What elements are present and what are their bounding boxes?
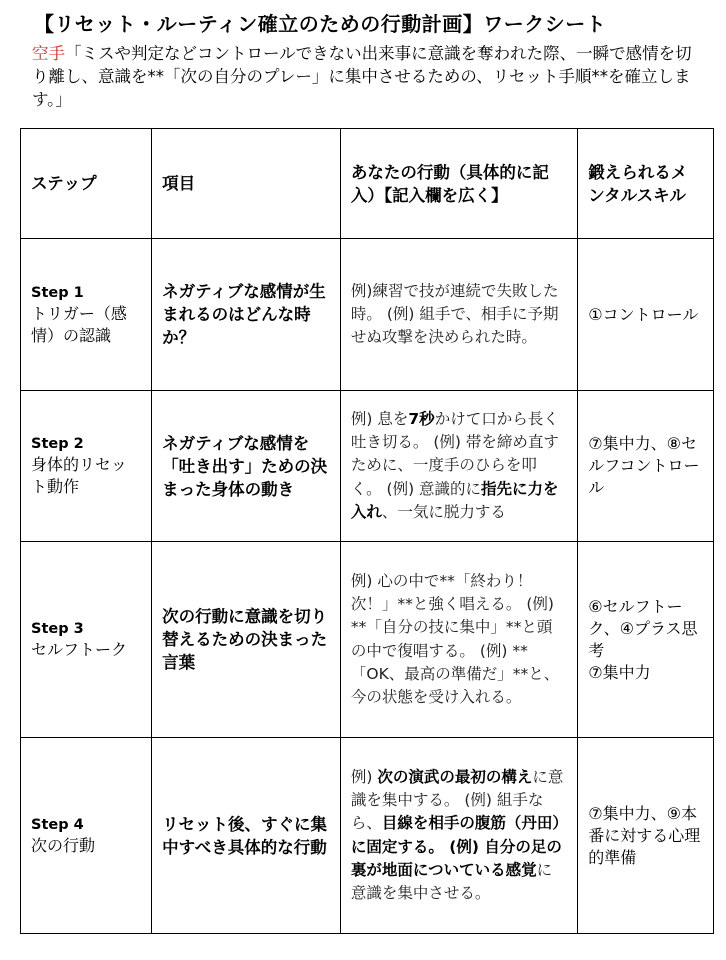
item-cell: 次の行動に意識を切り替えるための決まった言葉	[152, 542, 341, 738]
step-cell	[21, 738, 152, 934]
action-text: 例)	[350, 767, 378, 786]
skill-cell: ⑦集中力、⑧セルフコントロール	[578, 391, 714, 542]
item-cell: リセット後、すぐに集中すべき具体的な行動	[152, 738, 341, 934]
action-cell[interactable]	[340, 239, 577, 391]
skill-cell: ①コントロール	[578, 239, 714, 391]
action-cell[interactable]	[340, 542, 577, 738]
intro-text: 「ミスや判定などコントロールできない出来事に意識を奪われた際、一瞬で感情を切り離し、意識を**「次の自分のプレー」に集中させるための、リセット手順**を確立します。」	[32, 44, 692, 109]
header-item: 項目	[152, 129, 341, 239]
step-number: Step 2	[31, 436, 84, 452]
action-text: に意識を集中させる。	[350, 860, 553, 903]
step-number: Step 4	[31, 816, 84, 833]
step-name: 次の行動	[31, 835, 96, 855]
step-name: 身体的リセット動作	[31, 455, 127, 496]
item-cell: ネガティブな感情を「吐き出す」ための決まった身体の動き	[152, 391, 341, 542]
intro-paragraph	[32, 42, 702, 111]
action-emphasis: 次の演武の最初の構え	[377, 767, 533, 786]
step-number: Step 3	[31, 620, 84, 637]
action-text: かけて口から長く吐き切る。 (例) 帯を締め直すために、一度手のひらを叩く。 (例) 意識的に	[350, 409, 559, 498]
step-cell	[21, 542, 152, 738]
header-action: あなたの行動（具体的に記入）【記入欄を広く】	[340, 129, 577, 239]
action-text: 、一気に脱力する	[381, 502, 506, 521]
action-cell[interactable]	[340, 391, 577, 542]
action-text: 例) 息を	[350, 409, 409, 428]
worksheet-title: 【リセット・ルーティン確立のための行動計画】ワークシート	[34, 12, 607, 36]
table-row	[21, 738, 714, 934]
header-step: ステップ	[21, 129, 152, 239]
step-name: セルフトーク	[31, 639, 128, 659]
step-number: Step 1	[31, 284, 84, 301]
skill-cell: ⑦集中力、⑨本番に対する心理的準備	[578, 738, 714, 934]
step-cell	[21, 239, 152, 391]
action-text: 例) 心の中で**「終わり！次！」**と強く唱える。 (例) **「自分の技に集中」**と頭の中で復唱する。 (例) **「OK、最高の準備だ」**と、今の状態を受け入れる。	[350, 571, 560, 707]
worksheet-table	[20, 128, 714, 934]
step-name: トリガー（感情）の認識	[31, 303, 127, 345]
action-emphasis: 指先に力を入れ	[350, 479, 559, 521]
table-row	[21, 239, 714, 391]
action-emphasis: 7秒	[408, 409, 435, 428]
action-text: 例)練習で技が連続で失敗した時。 (例) 組手で、相手に予期せぬ攻撃を決められた時。	[350, 281, 559, 347]
sport-label: 空手	[32, 44, 65, 63]
table-row	[21, 391, 714, 542]
action-text: に意識を集中する。 (例) 組手なら、	[350, 767, 564, 833]
table-header-row	[21, 129, 714, 239]
action-emphasis: 目線を相手の腹筋（丹田）に固定する。 (例) 自分の足の裏が地面についている感覚	[350, 814, 562, 879]
header-skill: 鍛えられるメンタルスキル	[578, 129, 714, 239]
step-cell	[21, 391, 152, 542]
table-row	[21, 542, 714, 738]
action-cell[interactable]	[340, 738, 577, 934]
item-cell: ネガティブな感情が生まれるのはどんな時か？	[152, 239, 341, 391]
skill-cell: ⑥セルフトーク、④プラス思考 ⑦集中力	[578, 542, 714, 738]
